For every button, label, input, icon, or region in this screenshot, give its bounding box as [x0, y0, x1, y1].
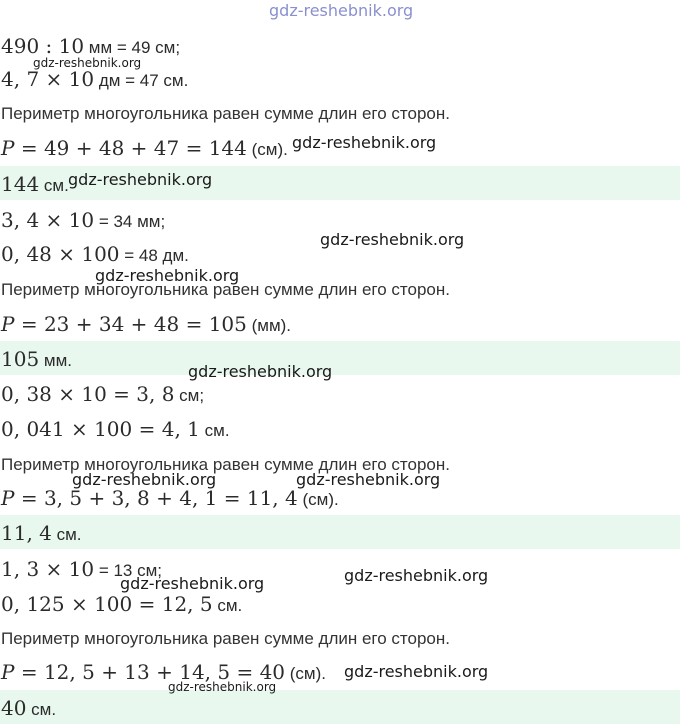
variable: P — [1, 312, 15, 336]
calc-line — [0, 384, 680, 404]
unit-text: = 13 см; — [94, 561, 163, 580]
expression: = 12, 5 + 13 + 14, 5 = 40 — [14, 660, 286, 684]
rule-text: Периметр многоугольника равен сумме длин его сторон. — [1, 104, 450, 123]
unit-text: см. — [212, 596, 243, 615]
answer: 40 см. — [1, 696, 57, 720]
unit-text: см. — [199, 421, 230, 440]
unit-text: (см). — [285, 664, 327, 683]
answer-band — [0, 515, 680, 549]
unit-text: (мм). — [246, 316, 292, 335]
variable: P — [1, 136, 15, 160]
expression: = 23 + 34 + 48 = 105 — [14, 312, 247, 336]
expression: 0, 041 × 100 = 4, 1 — [1, 417, 200, 441]
expression: 0, 125 × 100 = 12, 5 — [1, 592, 213, 616]
watermark: gdz-reshebnik.org — [95, 266, 240, 285]
expression: 490 : 10 — [1, 34, 85, 58]
watermark: gdz-reshebnik.org — [188, 362, 333, 381]
unit-text: см; — [174, 386, 205, 405]
variable: P — [1, 660, 15, 684]
calc-line — [0, 594, 680, 614]
watermark: gdz-reshebnik.org — [120, 574, 265, 593]
expression: = 3, 5 + 3, 8 + 4, 1 = 11, 4 — [14, 486, 298, 510]
expression: 4, 7 × 10 — [1, 67, 95, 91]
unit-text: мм = 49 см; — [84, 38, 181, 57]
watermark: gdz-reshebnik.org — [168, 680, 277, 694]
variable: P — [1, 486, 15, 510]
watermark: gdz-reshebnik.org — [296, 470, 441, 489]
unit-text: (см). — [246, 140, 288, 159]
watermark: gdz-reshebnik.org — [269, 1, 414, 20]
perimeter-formula — [0, 488, 680, 508]
calc-line — [0, 69, 680, 89]
expression: 3, 4 × 10 — [1, 208, 95, 232]
watermark: gdz-reshebnik.org — [292, 133, 437, 152]
rule-text: Периметр многоугольника равен сумме длин его сторон. — [1, 280, 450, 299]
watermark: gdz-reshebnik.org — [68, 170, 213, 189]
watermark: gdz-reshebnik.org — [344, 566, 489, 585]
watermark: gdz-reshebnik.org — [72, 470, 217, 489]
rule-text: Периметр многоугольника равен сумме длин его сторон. — [1, 629, 450, 648]
calc-line — [0, 210, 680, 230]
unit-text: (см). — [297, 490, 339, 509]
perimeter-formula — [0, 314, 680, 334]
answer-band — [0, 341, 680, 375]
answer: 105 мм. — [1, 347, 73, 371]
answer-band — [0, 690, 680, 724]
calc-line — [0, 559, 680, 579]
watermark: gdz-reshebnik.org — [320, 230, 465, 249]
calc-line — [0, 419, 680, 439]
watermark: gdz-reshebnik.org — [33, 56, 142, 70]
expression: 0, 38 × 10 = 3, 8 — [1, 382, 175, 406]
expression: 1, 3 × 10 — [1, 557, 95, 581]
watermark: gdz-reshebnik.org — [344, 662, 489, 681]
answer: 144 см. — [1, 172, 69, 196]
unit-text: = 34 мм; — [94, 212, 166, 231]
expression: = 49 + 48 + 47 = 144 — [14, 136, 247, 160]
unit-text: = 48 дм. — [119, 246, 189, 265]
perimeter-formula — [0, 662, 680, 682]
answer: 11, 4 см. — [1, 521, 82, 545]
expression: 0, 48 × 100 — [1, 242, 120, 266]
calc-line — [0, 36, 680, 56]
unit-text: дм = 47 см. — [94, 71, 189, 90]
rule-text: Периметр многоугольника равен сумме длин его сторон. — [1, 455, 450, 474]
